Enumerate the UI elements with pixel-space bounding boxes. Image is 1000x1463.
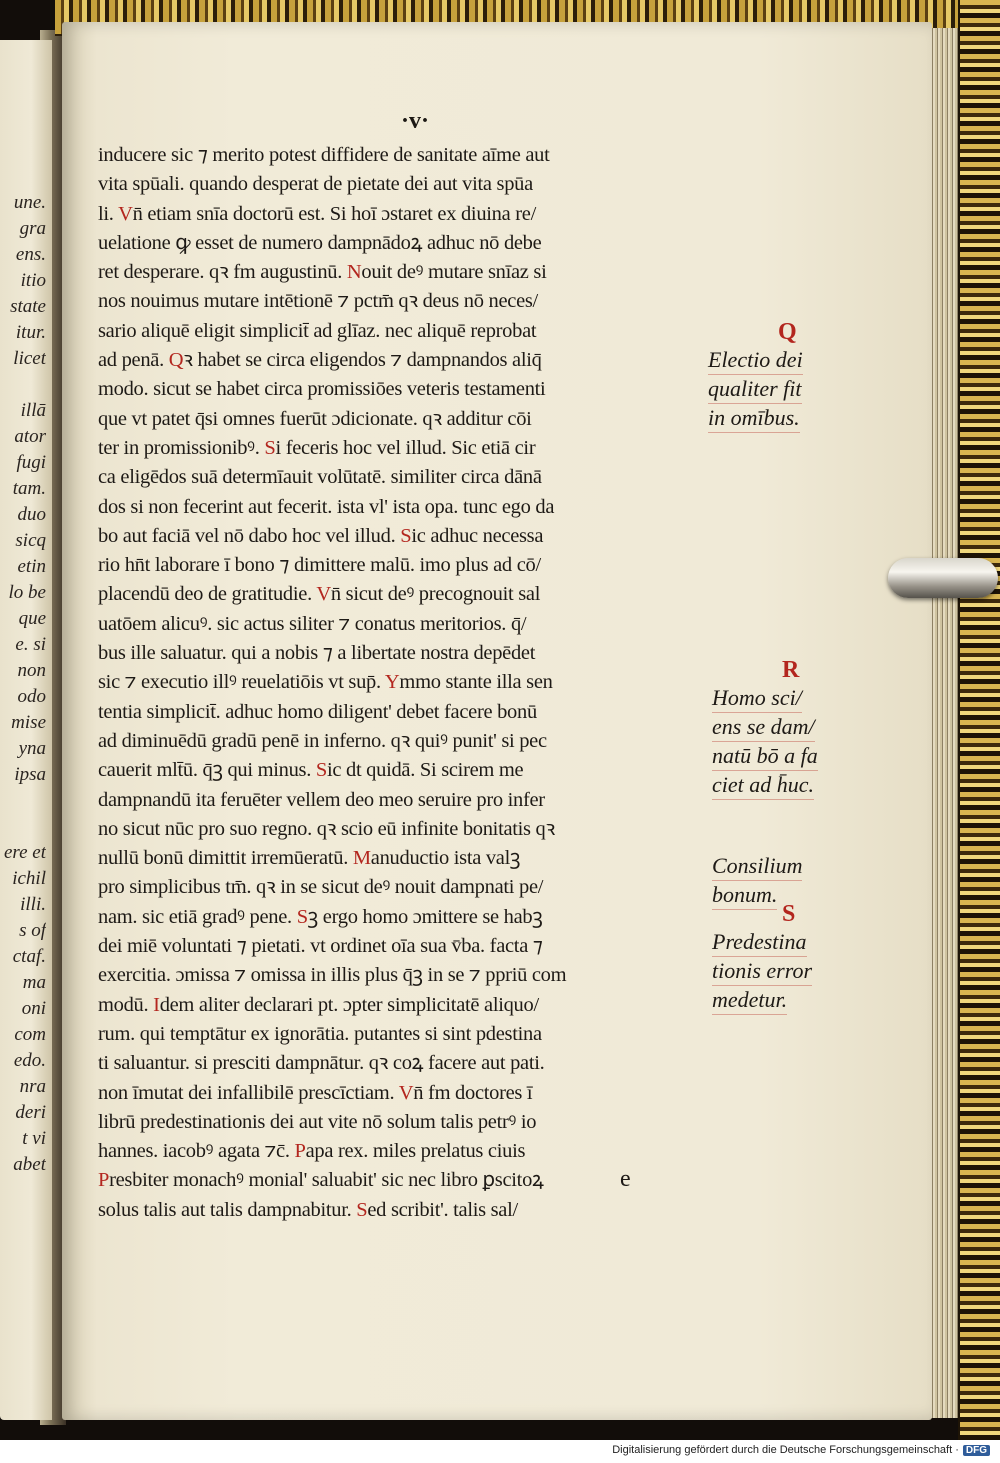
text-line: nam. sic etiā gradꝰ pene. Sꝫ ergo homo ɔmittere se habꝫ [98,905,543,928]
rubric-initial: Y [384,671,400,694]
rubric-mark: R [782,657,800,683]
rubric-initial: V [316,583,331,606]
text-line: ter in promissionibꝰ. Si feceris hoc vel illud. Sic etiā cir [98,436,536,459]
text-line: rum. qui temptātur ex ignorātia. putantes si sint pdestina [98,1022,542,1045]
metal-clasp [888,558,998,598]
rubric-initial: P [98,1169,110,1192]
text-line: uelatione ꝙ esset de numero dampnādoꝝ adhuc nō debe [98,231,542,254]
left-page-fragment: itur. [15,322,46,343]
note-line: Consilium [712,852,802,881]
text-line: ad penā. Qꝛ habet se circa eligendos ⁊ dampnandos aliq̄ [98,349,542,372]
note-line: Electio dei [708,346,803,375]
note-line: medetur. [712,986,787,1015]
text-line: ret desperare. qꝛ fm augustinū. Nouit deꝰ mutare snīaz si [98,261,547,284]
text-line: exercitia. ɔmissa ⁊ omissa in illis plus q̄ꝫ in se ⁊ ppriū com [98,964,567,987]
rubric-mark: S [782,901,796,927]
note-line: natū bō a fa [712,742,818,771]
text-line: cauerit mlt̄ū. q̄ꝫ qui minus. Sic dt quidā. Si scirem me [98,759,524,782]
text-line: non īmutat dei infallibilē prescīctiam. Vn̄ fm doctores ī [98,1081,533,1104]
left-page-fragment [0,372,46,398]
text-line: ad diminuēdū gradū penē in inferno. qꝛ quiꝰ punit' si pec [98,729,547,752]
text-line: modū. Idem aliter declarari pt. ɔpter simplicitatē aliquo/ [98,993,539,1016]
left-page-fragment: lo be [8,582,46,603]
text-line: tentia simplicit̄. adhuc homo diligent' debet facere bonū [98,700,537,723]
text-line: vita spūali. quando desperat de pietate dei aut vita spūa [98,173,533,196]
note-line: tionis error [712,957,812,986]
left-page-fragment [0,788,46,814]
rubric-initial: Q [168,349,184,372]
text-line: pro simplicibus tm̄. qꝛ in se sicut deꝰ nouit dampnati pe/ [98,876,544,899]
left-page-fragment: odo [17,686,46,707]
left-page-fragment: mise [11,712,46,733]
left-page-fragment: yna [18,738,46,759]
rubric-initial: S [264,436,276,459]
text-line: solus talis aut talis dampnabitur. Sed scribit'. talis sal/ [98,1198,518,1221]
text-line: li. Vn̄ etiam snīa doctorū est. Si hoī ɔstaret ex diuina re/ [98,202,536,225]
left-page-fragment: e. si [15,634,46,655]
left-page-fragment: gra [19,218,46,239]
rubric-initial: P [294,1140,306,1163]
text-line: hannes. iacobꝰ agata ⁊c̄. Papa rex. miles prelatus ciuis [98,1140,526,1163]
note-line: qualiter fit [708,375,802,404]
note-line: ciet ad h̄uc. [712,771,814,800]
text-line: bo aut faciā vel nō dabo hoc vel illud. Sic adhuc necessa [98,524,544,547]
text-line: ti saluantur. si presciti dampnātur. qꝛ coꝝ facere aut pati. [98,1052,545,1075]
rubric-initial: M [352,847,371,870]
dfg-logo: DFG [963,1445,990,1456]
rubric-initial: I [153,993,160,1016]
text-line: modo. sicut se habet circa promissiōes veteris testamenti [98,378,546,401]
left-page-fragment: itio [20,270,46,291]
note-line: in omībus. [708,404,800,433]
text-line: sario aliquē eligit simplicit̄ ad glīaz. nec aliquē reprobat [98,319,537,342]
marginal-note-homo [712,656,818,800]
left-page-fragment: que [18,608,46,629]
left-page-fragment: edo. [13,1050,46,1071]
text-line: nullū bonū dimittit irremūeratū. Manuductio ista valꝫ [98,847,521,870]
text-line: inducere sic ⁊ merito potest diffidere de sanitate aīme aut [98,144,550,166]
text-line: no sicut nūc pro suo regno. qꝛ scio eū infinite bonitatis qꝛ [98,817,555,840]
rubric-initial: N [346,261,362,284]
rubric-initial: S [315,759,327,782]
rubric-initial: V [118,202,133,225]
marginal-note-predestinatio [712,900,812,1015]
left-page-fragment: nra [19,1076,46,1097]
rubric-initial: S [296,905,308,928]
left-page-fragment: ipsa [14,764,46,785]
rubric-initial: S [356,1198,368,1221]
left-page-fragment: ichil [12,868,46,889]
text-line: ca eligēdos suā determīauit volūtatē. similiter circa dānā [98,466,542,489]
left-page-fragment: duo [17,504,46,525]
note-line: bonum. [712,881,777,910]
page-header: ·v· [400,108,429,134]
left-page-fragment: illi. [20,894,46,915]
footer-bar [0,1440,1000,1463]
left-page-fragment: ens. [15,244,46,265]
left-page-fragment: licet [13,348,46,369]
left-page-fragment: t vi [22,1128,46,1149]
left-page-edge [0,40,52,1420]
note-line: ens se dam/ [712,713,815,742]
catchword: e [620,1166,631,1192]
left-page-fragment: s of [19,920,46,941]
text-line: dampnandū ita feruēter vellem deo meo seruire pro infer [98,788,545,811]
left-page-fragment: fugi [16,452,46,473]
text-line: rio hn̄t laborare ī bono ⁊ dimittere malū. imo plus ad cō/ [98,554,541,577]
text-line: placendū deo de gratitudie. Vn̄ sicut deꝰ precognouit sal [98,583,541,606]
text-line: dos si non fecerint aut fecerit. ista vl' ista opa. tunc ego da [98,495,555,518]
main-text-block [98,141,703,1225]
text-line: bus ille saluatur. qui a nobis ⁊ a libertate nostra depēdet [98,642,536,665]
left-page-fragment: com [14,1024,46,1045]
left-page-fragment: une. [13,192,46,213]
text-line: nos nouimus mutare intētionē ⁊ pctm̄ qꝛ deus nō neces/ [98,290,538,313]
text-line: que vt patet q̄si omnes fuerūt ɔdicionate. qꝛ additur cōi [98,407,532,430]
text-line: sic ⁊ executio illꝰ reuelatiōis vt sup̄. Ymmo stante illa sen [98,671,553,694]
rubric-initial: S [400,524,412,547]
left-page-fragment: deri [15,1102,46,1123]
marginal-note-electio [708,318,803,433]
left-page-fragment: ma [22,972,46,993]
note-line: Predestina [712,928,807,957]
left-page-fragment: ator [14,426,46,447]
text-line: uatōem alicuꝰ. sic actus siliter ⁊ conatus meritorios. q̄/ [98,612,527,635]
rubric-initial: V [398,1081,414,1104]
left-page-fragment: oni [21,998,46,1019]
left-page-fragment: sicq [15,530,46,551]
funding-credit [612,1444,990,1456]
text-line: Presbiter monachꝰ monial' saluabit' sic nec libro ꝑscitoꝝ [98,1169,544,1192]
left-page-fragment: etin [17,556,46,577]
gilt-binding-right [958,0,1000,1440]
rubric-mark: Q [778,319,797,345]
text-line: librū predestinationis dei aut vite nō solum talis petrꝰ io [98,1110,537,1133]
left-page-fragment: tam. [12,478,46,499]
left-page-fragment: non [17,660,46,681]
left-page-fragment: abet [13,1154,46,1175]
left-page-fragment: ere et [3,842,46,863]
left-page-fragment: illā [20,400,46,421]
left-page-fragment [0,814,46,840]
left-page-fragment: ctaf. [12,946,46,967]
text-line: dei miē voluntati ⁊ pietati. vt ordinet oīa sua v̄ba. facta ⁊ [98,935,543,958]
funding-text: Digitalisierung gefördert durch die Deutsche Forschungsgemeinschaft · [612,1444,959,1456]
note-line: Homo sci/ [712,684,802,713]
left-page-fragments [0,190,46,1178]
left-page-fragment: state [10,296,46,317]
